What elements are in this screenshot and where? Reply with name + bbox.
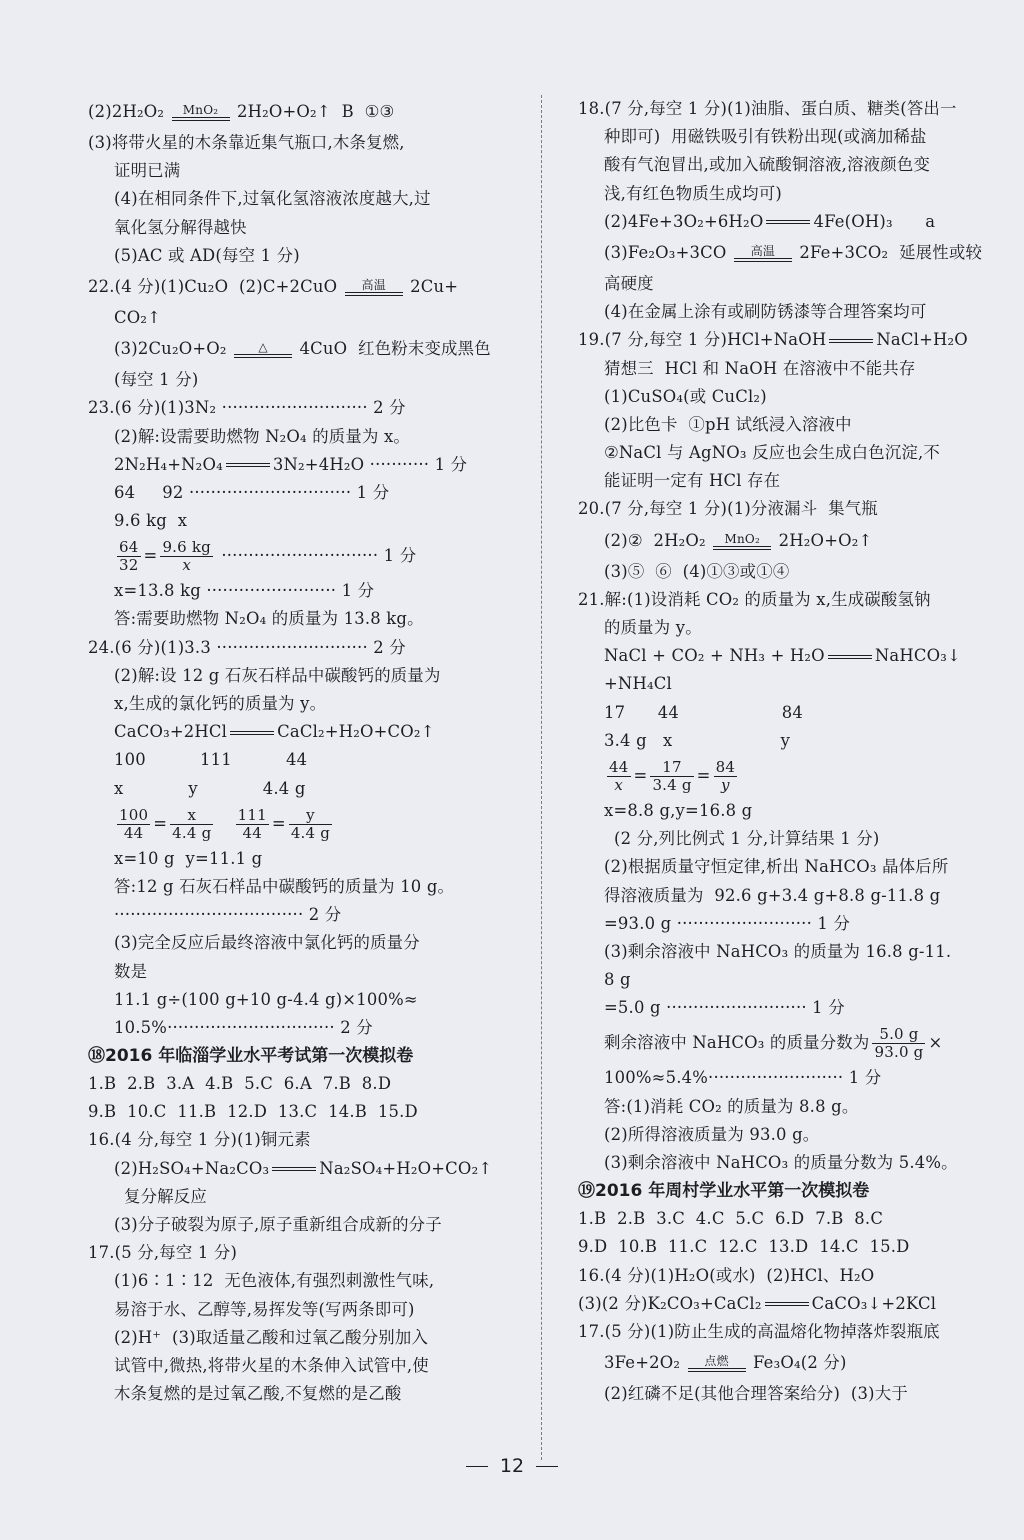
- text-line: 9.6 kg x: [114, 511, 188, 531]
- text-line: ··································· 2 分: [114, 905, 342, 925]
- section-title-18: ⑱2016 年临淄学业水平考试第一次模拟卷: [88, 1046, 414, 1067]
- text-line: x=8.8 g,y=16.8 g: [604, 800, 753, 820]
- text-line: 数是: [114, 961, 148, 981]
- text-line: x=13.8 kg ························ 1 分: [114, 581, 375, 601]
- text-line: 猜想三 HCl 和 NaOH 在溶液中不能共存: [604, 358, 916, 378]
- text-line: (2)4Fe+3O₂+6H₂O 4Fe(OH)₃ a: [604, 211, 936, 231]
- text-line: (3)Fe₂O₃+3CO 高温 2Fe+3CO₂ 延展性或较: [578, 236, 996, 270]
- text-line: 17.(5 分)(1)防止生成的高温熔化物掉落炸裂瓶底: [578, 1321, 940, 1341]
- text-line: +NH₄Cl: [604, 674, 672, 694]
- text-line: 9.D 10.B 11.C 12.C 13.D 14.C 15.D: [578, 1237, 910, 1257]
- question-20: 20.(7 分,每空 1 分)(1)分液漏斗 集气瓶: [578, 499, 878, 519]
- text-line: 氧化氢分解得越快: [114, 217, 247, 237]
- text-line: (1)CuSO₄(或 CuCl₂): [604, 386, 767, 406]
- fraction-line: $\frac{64}{32}$ = $\frac{9.6 kg}{x}$ ····························· 1 分: [119, 538, 417, 575]
- text-line: NaCl + CO₂ + NH₃ + H₂O NaHCO₃↓: [604, 646, 961, 666]
- fraction-line: $\frac{44}{x}$ = $\frac{17}{3.4 g}$ = $\frac{84}{y}$: [609, 757, 736, 794]
- text-line: (2)② 2H₂O₂ MnO₂ 2H₂O+O₂↑: [578, 524, 996, 558]
- text-line: 16.(4 分,每空 1 分)(1)铜元素: [88, 1130, 311, 1150]
- fraction-line: $\frac{100}{44}$ = $\frac{x}{4.4 g}$ $\frac{111}{44}$ = $\frac{y}{4.4 g}$: [119, 805, 331, 842]
- text-line: CO₂↑: [114, 307, 162, 327]
- text-line: (2)2H₂O₂ MnO₂ 2H₂O+O₂↑ B ①③: [88, 95, 508, 129]
- text-line: 100 111 44: [114, 750, 308, 770]
- text-line: 试管中,微热,将带火星的木条伸入试管中,使: [114, 1355, 429, 1375]
- text-line: (3)完全反应后最终溶液中氯化钙的质量分: [114, 933, 420, 953]
- question-24: 24.(6 分)(1)3.3 ···························· 2 分: [88, 637, 406, 657]
- text-line: 答:(1)消耗 CO₂ 的质量为 8.8 g。: [604, 1096, 859, 1116]
- text-line: (2)所得溶液质量为 93.0 g。: [604, 1124, 820, 1144]
- text-line: (3)⑤ ⑥ (4)①③或①④: [604, 561, 790, 581]
- text-line: 10.5%······························· 2 分: [114, 1017, 373, 1037]
- text-line: (5)AC 或 AD(每空 1 分): [114, 245, 300, 265]
- left-column: [88, 95, 508, 1408]
- text-line: (2)H⁺ (3)取适量乙酸和过氧乙酸分别加入: [114, 1327, 429, 1347]
- text-line: x=10 g y=11.1 g: [114, 848, 263, 868]
- text-line: (2)H₂SO₄+Na₂CO₃ Na₂SO₄+H₂O+CO₂↑: [114, 1158, 493, 1178]
- text-line: 11.1 g÷(100 g+10 g-4.4 g)×100%≈: [114, 989, 418, 1009]
- text-line: 复分解反应: [124, 1186, 207, 1206]
- question-18: 18.(7 分,每空 1 分)(1)油脂、蛋白质、糖类(答出一: [578, 99, 957, 118]
- text-line: (2)根据质量守恒定律,析出 NaHCO₃ 晶体后所: [604, 857, 949, 877]
- text-line: 9.B 10.C 11.B 12.D 13.C 14.B 15.D: [88, 1102, 418, 1122]
- text-line: (2)比色卡 ①pH 试纸浸入溶液中: [604, 414, 852, 434]
- reaction-condition: MnO₂: [713, 533, 771, 558]
- reaction-condition: △: [234, 341, 292, 366]
- text-line: 浅,有红色物质生成均可): [604, 183, 782, 203]
- text-line: 能证明一定有 HCl 存在: [604, 471, 781, 491]
- text-line: 8 g: [604, 970, 631, 990]
- text-line: 答:需要助燃物 N₂O₄ 的质量为 13.8 kg。: [114, 609, 424, 629]
- text-line: 16.(4 分)(1)H₂O(或水) (2)HCl、H₂O: [578, 1265, 875, 1285]
- text-line: x,生成的氯化钙的质量为 y。: [114, 694, 327, 713]
- text-line: 答:12 g 石灰石样品中碳酸钙的质量为 10 g。: [114, 876, 455, 896]
- text-line: 2N₂H₄+N₂O₄ 3N₂+4H₂O ··········· 1 分: [114, 454, 468, 474]
- text-line: =93.0 g ························· 1 分: [604, 913, 851, 933]
- text-line: 3.4 g x y: [604, 730, 791, 750]
- text-line: 3Fe+2O₂ 点燃 Fe₃O₄(2 分): [578, 1346, 996, 1380]
- text-line: 证明已满: [114, 161, 181, 181]
- text-line: (3)(2 分)K₂CO₃+CaCl₂ CaCO₃↓+2KCl: [578, 1293, 937, 1313]
- text-line: 17 44 84: [604, 702, 804, 722]
- text-line: (4)在相同条件下,过氧化氢溶液浓度越大,过: [114, 189, 431, 209]
- reaction-condition: MnO₂: [172, 104, 230, 129]
- text-line: (2)红磷不足(其他合理答案给分) (3)大于: [604, 1384, 908, 1404]
- text-line: (3)2Cu₂O+O₂ △ 4CuO 红色粉末变成黑色: [88, 332, 508, 366]
- text-line: 易溶于水、乙醇等,易挥发等(写两条即可): [114, 1299, 415, 1319]
- question-22: 22.(4 分)(1)Cu₂O (2)C+2CuO 高温 2Cu+: [88, 270, 508, 304]
- question-23: 23.(6 分)(1)3N₂ ··························· 2 分: [88, 398, 406, 418]
- fraction-line: 剩余溶液中 NaHCO₃ 的质量分数为 $\frac{5.0 g}{93.0 g}$ ×: [604, 1025, 943, 1062]
- text-line: 酸有气泡冒出,或加入硫酸铜溶液,溶液颜色变: [604, 155, 931, 175]
- reaction-condition: 高温: [734, 245, 792, 270]
- text-line: (2)解:设需要助燃物 N₂O₄ 的质量为 x。: [114, 426, 411, 446]
- text-line: (每空 1 分): [114, 370, 199, 390]
- text-line: 64 92 ······························ 1 分: [114, 482, 390, 502]
- text-line: 1.B 2.B 3.C 4.C 5.C 6.D 7.B 8.C: [578, 1209, 884, 1229]
- page-number: 12: [0, 1455, 1024, 1477]
- text-line: (3)分子破裂为原子,原子重新组合成新的分子: [114, 1215, 442, 1234]
- reaction-condition: 点燃: [688, 1355, 746, 1380]
- reaction-condition: 高温: [345, 279, 403, 304]
- text-line: 种即可) 用磁铁吸引有铁粉出现(或滴加稀盐: [604, 127, 927, 147]
- text-line: 得溶液质量为 92.6 g+3.4 g+8.8 g-11.8 g: [604, 885, 941, 905]
- text-line: 100%≈5.4%························· 1 分: [604, 1068, 882, 1088]
- text-line: 1.B 2.B 3.A 4.B 5.C 6.A 7.B 8.D: [88, 1074, 392, 1094]
- question-19: 19.(7 分,每空 1 分)HCl+NaOH NaCl+H₂O: [578, 330, 968, 350]
- text-line: CaCO₃+2HCl CaCl₂+H₂O+CO₂↑: [114, 722, 435, 742]
- text-line: (2 分,列比例式 1 分,计算结果 1 分): [614, 829, 880, 849]
- right-column: [578, 95, 996, 1408]
- text-line: (3)剩余溶液中 NaHCO₃ 的质量分数为 5.4%。: [604, 1153, 958, 1172]
- text-line: (3)将带火星的木条靠近集气瓶口,木条复燃,: [88, 133, 405, 152]
- text-line: 木条复燃的是过氧乙酸,不复燃的是乙酸: [114, 1384, 402, 1404]
- column-divider: [541, 95, 542, 1460]
- text-line: x y 4.4 g: [114, 778, 306, 798]
- text-line: 的质量为 y。: [604, 618, 702, 637]
- section-title-19: ⑲2016 年周村学业水平第一次模拟卷: [578, 1181, 870, 1202]
- question-21: 21.解:(1)设消耗 CO₂ 的质量为 x,生成碳酸氢钠: [578, 589, 931, 609]
- text-line: 17.(5 分,每空 1 分): [88, 1243, 238, 1263]
- text-line: (3)剩余溶液中 NaHCO₃ 的质量为 16.8 g-11.: [604, 941, 952, 961]
- text-line: (4)在金属上涂有或刷防锈漆等合理答案均可: [604, 302, 927, 322]
- text-line: =5.0 g ·························· 1 分: [604, 998, 845, 1018]
- text-line: 高硬度: [604, 273, 654, 293]
- text-line: ②NaCl 与 AgNO₃ 反应也会生成白色沉淀,不: [604, 443, 940, 463]
- text-line: (2)解:设 12 g 石灰石样品中碳酸钙的质量为: [114, 665, 441, 685]
- text-line: (1)6∶1∶12 无色液体,有强烈刺激性气味,: [114, 1271, 435, 1291]
